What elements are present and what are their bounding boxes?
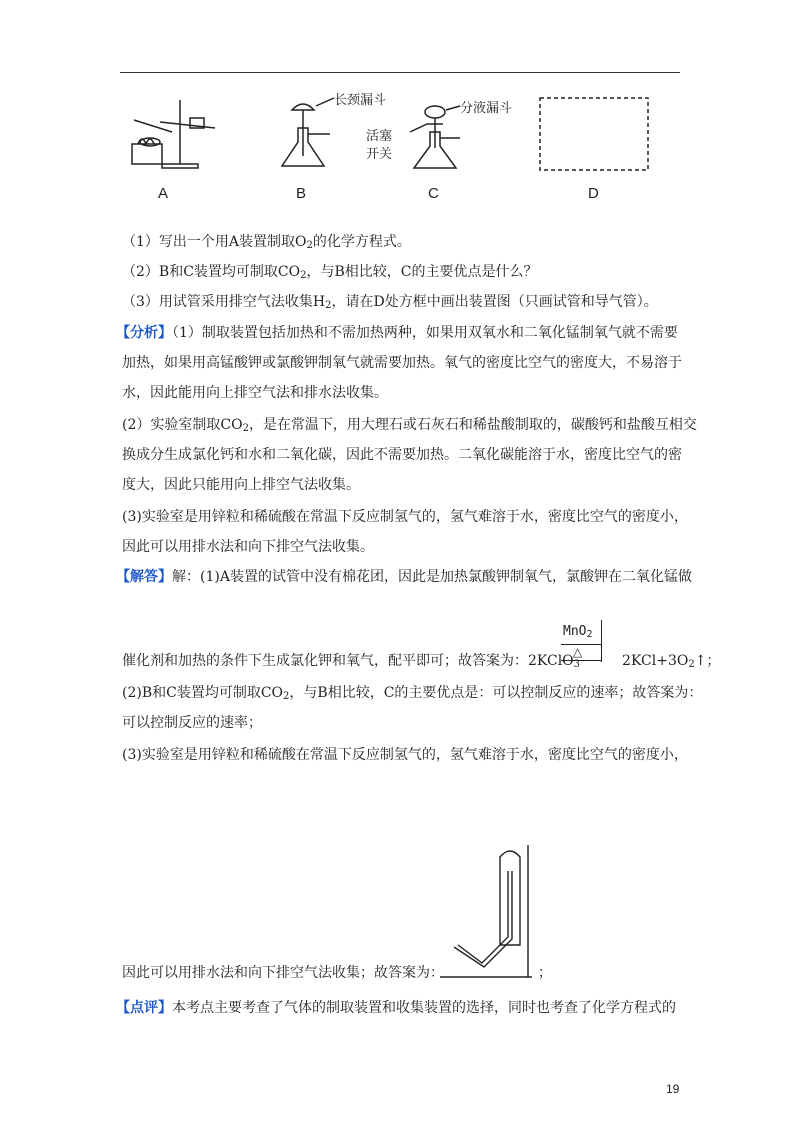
label-d: D <box>588 185 599 202</box>
answer-line-4: 可以控制反应的速率； <box>122 715 262 731</box>
question-1: （1）写出一个用A装置制取$O_2$的化学方程式。 <box>122 234 411 251</box>
analysis-line-5: 换成分生成氯化钙和水和二氧化碳，因此不需要加热。二氧化碳能溶于水，密度比空气的密 <box>122 447 682 463</box>
reaction-condition: MnO$_2$ △ <box>561 620 601 664</box>
analysis-line-4: (2）实验室制取$CO_2$，是在常温下，用大理石或石灰石和稀盐酸制取的，碳酸钙和盐酸互相交 <box>122 417 697 434</box>
answer-line-3: (2)B和C装置均可制取$CO_2$，与B相比较，C的主要优点是：可以控制反应的速率；故答案为： <box>122 685 703 702</box>
heat-symbol: △ <box>573 645 583 659</box>
apparatus-figure <box>120 92 680 207</box>
label-a: A <box>158 185 169 202</box>
analysis-line-7: (3)实验室是用锌粒和稀硫酸在常温下反应制氢气的，氢气难溶于水，密度比空气的密度小， <box>122 509 688 525</box>
analysis-tag: 【分析】 <box>116 325 172 341</box>
catalyst-formula: MnO <box>563 624 587 639</box>
inverted-test-tube <box>500 851 520 945</box>
header-rule <box>120 72 680 73</box>
answer-line-2: 催化剂和加热的条件下生成氯化钾和氧气，配平即可；故答案为：2KClO$_3$ $2KCl+3O_2↑$； <box>122 653 721 670</box>
analysis-line-3: 水，因此能用向上排空气法和排水法收集。 <box>122 385 388 401</box>
callout-long-neck-funnel: 长颈漏斗 <box>334 93 387 108</box>
answer-tag: 【解答】 <box>116 569 172 585</box>
question-2: （2）B和C装置均可制取$CO_2$，与B相比较，C的主要优点是什么？ <box>122 264 538 281</box>
comment-line: 【点评】本考点主要考查了气体的制取装置和收集装置的选择，同时也考查了化学方程式的 <box>116 1000 676 1016</box>
label-c: C <box>428 185 439 202</box>
analysis-line-1: 【分析】（1）制取装置包括加热和不需加热两种，如果用双氧水和二氧化锰制氧气就不需要 <box>116 325 678 341</box>
callout-switch: 开关 <box>366 147 393 162</box>
callout-stopcock: 活塞 <box>366 129 393 144</box>
page-number: 19 <box>666 1082 680 1096</box>
comment-tag: 【点评】 <box>116 1000 172 1016</box>
analysis-line-6: 度大，因此只能用向上排空气法收集。 <box>122 477 360 493</box>
answer-line-6: 因此可以用排水法和向下排空气法收集；故答案为： ； <box>122 965 552 981</box>
analysis-line-8: 因此可以用排水法和向下排空气法收集。 <box>122 539 374 555</box>
answer-line-5: (3)实验室是用锌粒和稀硫酸在常温下反应制氢气的，氢气难溶于水，密度比空气的密度小， <box>122 747 688 763</box>
callout-separating-funnel: 分液漏斗 <box>460 101 513 116</box>
question-3: （3）用试管采用排空气法收集$H_2$，请在D处方框中画出装置图（只画试管和导气管）。 <box>122 294 658 311</box>
answer-line-1: 【解答】解：(1)A装置的试管中没有棉花团，因此是加热氯酸钾制氧气，氯酸钾在二氧化锰做 <box>116 569 692 585</box>
analysis-line-2: 加热，如果用高锰酸钾或氯酸钾制氧气就需要加热。氧气的密度比空气的密度大，不易溶于 <box>122 355 682 371</box>
label-b: B <box>296 185 307 202</box>
